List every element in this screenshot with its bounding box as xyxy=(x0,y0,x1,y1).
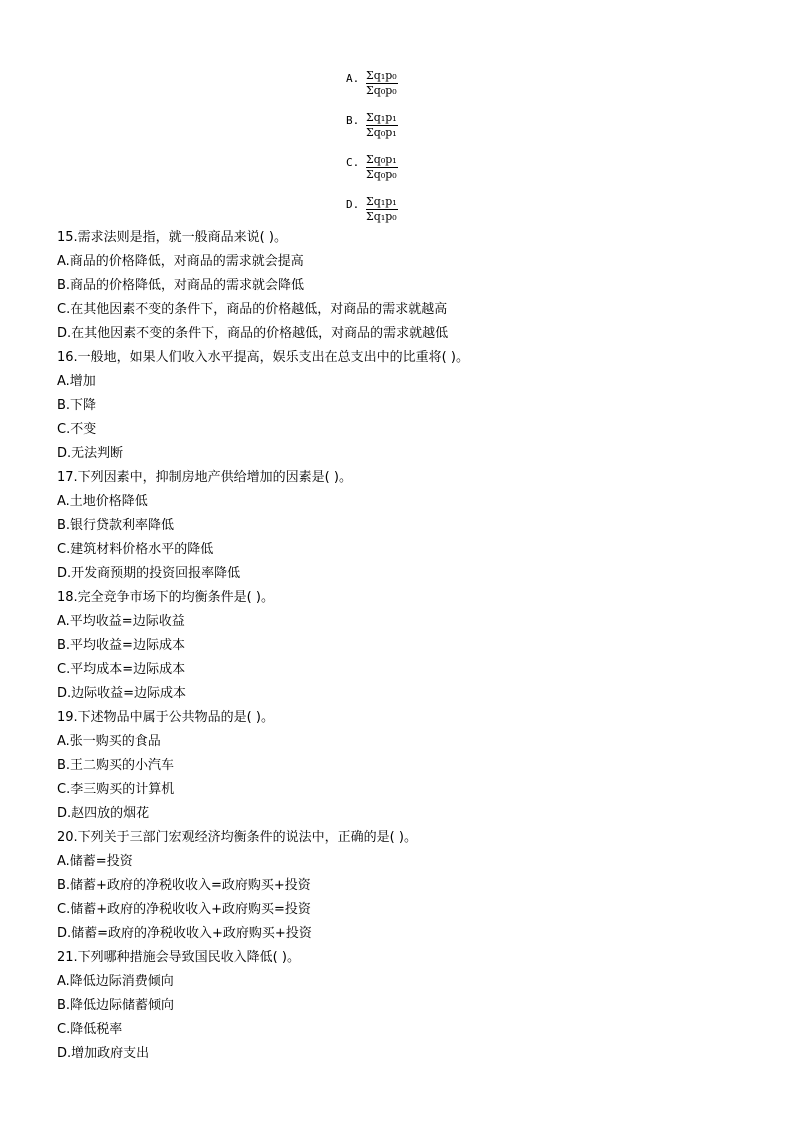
answer-option[interactable]: B.储蓄+政府的净税收收入=政府购买+投资 xyxy=(57,878,311,893)
denominator: Σq₁p₀ xyxy=(366,209,397,223)
answer-option[interactable]: A.商品的价格降低，对商品的需求就会提高 xyxy=(57,254,304,269)
numerator: Σq₁p₁ xyxy=(366,194,397,208)
question-stem-17: 17.下列因素中，抑制房地产供给增加的因素是( )。 xyxy=(57,470,352,485)
option-letter: C. xyxy=(346,155,360,169)
answer-option[interactable]: A.降低边际消费倾向 xyxy=(57,974,174,989)
answer-option[interactable]: A.平均收益=边际收益 xyxy=(57,614,185,629)
question-list xyxy=(57,228,757,1068)
answer-option[interactable]: D.无法判断 xyxy=(57,446,124,461)
answer-option[interactable]: C.降低税率 xyxy=(57,1022,123,1037)
answer-option[interactable]: A.储蓄=投资 xyxy=(57,854,133,869)
answer-option[interactable]: B.降低边际储蓄倾向 xyxy=(57,998,175,1013)
question-stem-20: 20.下列关于三部门宏观经济均衡条件的说法中，正确的是( )。 xyxy=(57,830,417,845)
answer-option[interactable]: C.平均成本=边际成本 xyxy=(57,662,186,677)
answer-option[interactable]: B.下降 xyxy=(57,398,97,413)
answer-option[interactable]: D.赵四放的烟花 xyxy=(57,806,150,821)
option-letter: B. xyxy=(346,113,360,127)
answer-option[interactable]: A.增加 xyxy=(57,374,96,389)
question-stem-18: 18.完全竞争市场下的均衡条件是( )。 xyxy=(57,590,274,605)
question-stem-15: 15.需求法则是指，就一般商品来说( )。 xyxy=(57,230,287,245)
question-stem-16: 16.一般地，如果人们收入水平提高，娱乐支出在总支出中的比重将( )。 xyxy=(57,350,469,365)
formula-options xyxy=(346,62,466,230)
answer-option[interactable]: C.建筑材料价格水平的降低 xyxy=(57,542,214,557)
fraction xyxy=(366,195,398,224)
formula-option-a[interactable] xyxy=(346,62,466,104)
numerator: Σq₀p₁ xyxy=(366,152,397,166)
fraction xyxy=(366,111,398,140)
fraction xyxy=(366,153,398,182)
answer-option[interactable]: B.商品的价格降低，对商品的需求就会降低 xyxy=(57,278,305,293)
question-stem-19: 19.下述物品中属于公共物品的是( )。 xyxy=(57,710,274,725)
answer-option[interactable]: B.平均收益=边际成本 xyxy=(57,638,185,653)
fraction xyxy=(366,69,398,98)
answer-option[interactable]: B.王二购买的小汽车 xyxy=(57,758,175,773)
option-letter: A. xyxy=(346,71,360,85)
formula-option-c[interactable] xyxy=(346,146,466,188)
denominator: Σq₀p₁ xyxy=(366,125,397,139)
answer-option[interactable]: C.不变 xyxy=(57,422,97,437)
answer-option[interactable]: D.储蓄=政府的净税收收入+政府购买+投资 xyxy=(57,926,312,941)
formula-option-d[interactable] xyxy=(346,188,466,230)
formula-option-b[interactable] xyxy=(346,104,466,146)
answer-option[interactable]: A.张一购买的食品 xyxy=(57,734,161,749)
answer-option[interactable]: D.开发商预期的投资回报率降低 xyxy=(57,566,241,581)
answer-option[interactable]: D.增加政府支出 xyxy=(57,1046,150,1061)
answer-option[interactable]: C.在其他因素不变的条件下，商品的价格越低，对商品的需求就越高 xyxy=(57,302,448,317)
question-stem-21: 21.下列哪种措施会导致国民收入降低( )。 xyxy=(57,950,300,965)
denominator: Σq₀p₀ xyxy=(366,167,397,181)
denominator: Σq₀p₀ xyxy=(366,83,397,97)
numerator: Σq₁p₀ xyxy=(366,68,397,82)
answer-option[interactable]: C.储蓄+政府的净税收收入+政府购买=投资 xyxy=(57,902,311,917)
answer-option[interactable]: D.边际收益=边际成本 xyxy=(57,686,187,701)
answer-option[interactable]: B.银行贷款利率降低 xyxy=(57,518,175,533)
option-letter: D. xyxy=(346,197,360,211)
numerator: Σq₁p₁ xyxy=(366,110,397,124)
answer-option[interactable]: A.土地价格降低 xyxy=(57,494,148,509)
answer-option[interactable]: D.在其他因素不变的条件下，商品的价格越低，对商品的需求就越低 xyxy=(57,326,449,341)
answer-option[interactable]: C.李三购买的计算机 xyxy=(57,782,175,797)
